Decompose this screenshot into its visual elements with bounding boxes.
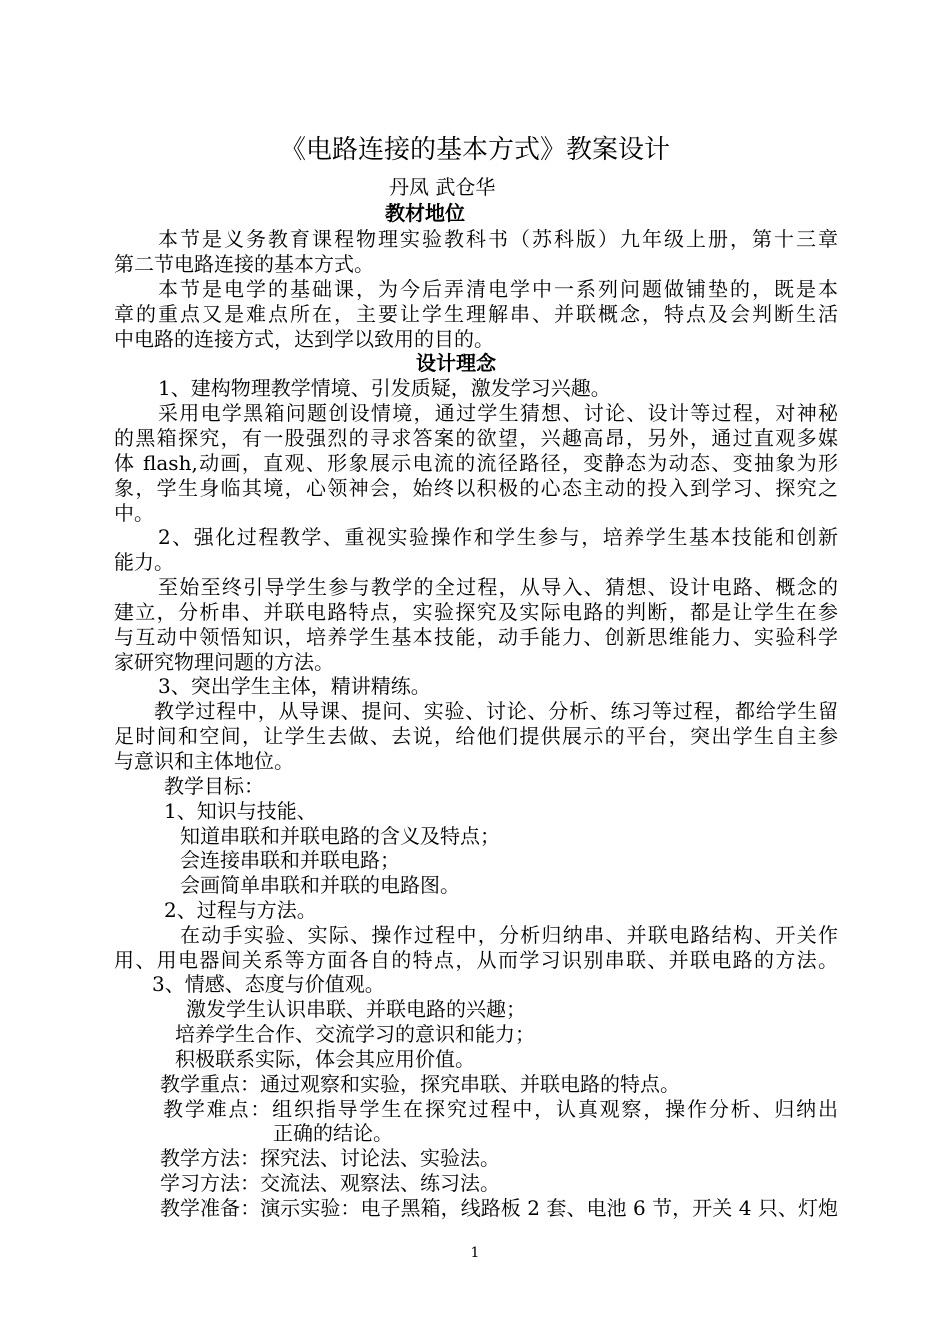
paragraph-line: 章的重点又是难点所在，主要让学生理解串、并联概念，特点及会判断生活 bbox=[114, 302, 838, 326]
paragraph-line: 教学过程中，从导课、提问、实验、讨论、分析、练习等过程，都给学生留 bbox=[154, 699, 838, 723]
objective-heading-emotion: 3、情感、态度与价值观。 bbox=[152, 972, 385, 996]
list-item-continuation: 能力。 bbox=[114, 550, 174, 574]
objective-item: 知道串联和并联电路的含义及特点； bbox=[180, 824, 500, 848]
paragraph-line: 家研究物理问题的方法。 bbox=[114, 650, 334, 674]
document-title: 《电路连接的基本方式》教案设计 bbox=[279, 135, 670, 165]
learning-method: 学习方法：交流法、观察法、练习法。 bbox=[160, 1171, 500, 1195]
page-number: 1 bbox=[470, 1245, 480, 1261]
paragraph-line: 象，学生身临其境，心领神会，始终以积极的心态主动的投入到学习、探究之 bbox=[114, 476, 838, 500]
paragraph-line: 建立，分析串、并联电路特点，实验探究及实际电路的判断，都是让学生在参 bbox=[114, 600, 838, 624]
objectives-label: 教学目标： bbox=[164, 774, 264, 798]
objective-item: 激发学生认识串联、并联电路的兴趣； bbox=[186, 997, 526, 1021]
paragraph-line: 本节是义务教育课程物理实验教科书（苏科版）九年级上册，第十三章 bbox=[158, 227, 838, 251]
heading-design-concept: 设计理念 bbox=[416, 351, 496, 375]
objective-item: 会连接串联和并联电路； bbox=[180, 848, 400, 872]
objective-item: 培养学生合作、交流学习的意识和能力； bbox=[175, 1022, 535, 1046]
heading-teaching-material: 教材地位 bbox=[385, 201, 465, 225]
objective-item: 会画简单串联和并联的电路图。 bbox=[180, 873, 460, 897]
paragraph-line: 中。 bbox=[114, 501, 154, 525]
objective-item: 积极联系实际，体会其应用价值。 bbox=[175, 1047, 475, 1071]
list-item: 3、突出学生主体，精讲精练。 bbox=[158, 674, 431, 698]
paragraph-line: 本节是电学的基础课，为今后弄清电学中一系列问题做铺垫的，既是本 bbox=[158, 277, 838, 301]
teaching-method: 教学方法：探究法、讨论法、实验法。 bbox=[160, 1146, 500, 1170]
paragraph-line: 在动手实验、实际、操作过程中，分析归纳串、并联电路结构、开关作 bbox=[180, 923, 838, 947]
paragraph-line: 中电路的连接方式，达到学以致用的目的。 bbox=[114, 327, 494, 351]
authors: 丹凤 武仓华 bbox=[389, 175, 496, 199]
paragraph-line: 足时间和空间，让学生去做、去说，给他们提供展示的平台，突出学生自主参 bbox=[114, 724, 838, 748]
paragraph-line: 至始至终引导学生参与教学的全过程，从导入、猜想、设计电路、概念的 bbox=[158, 575, 838, 599]
objective-heading-knowledge: 1、知识与技能、 bbox=[164, 799, 317, 823]
list-item: 2、强化过程教学、重视实验操作和学生参与，培养学生基本技能和创新 bbox=[158, 525, 838, 549]
paragraph-line: 与意识和主体地位。 bbox=[114, 749, 294, 773]
teaching-difficulty-continuation: 正确的结论。 bbox=[273, 1121, 393, 1145]
list-item: 1、建构物理教学情境、引发质疑，激发学习兴趣。 bbox=[158, 376, 611, 400]
paragraph-line: 的黑箱探究，有一股强烈的寻求答案的欲望，兴趣高昂，另外，通过直观多媒 bbox=[114, 426, 838, 450]
objective-heading-process: 2、过程与方法。 bbox=[164, 898, 317, 922]
teaching-difficulty: 教学难点：组织指导学生在探究过程中，认真观察，操作分析、归纳出 bbox=[163, 1097, 838, 1121]
teaching-preparation: 教学准备：演示实验：电子黑箱，线路板 2 套、电池 6 节，开关 4 只、灯炮 bbox=[160, 1196, 838, 1220]
paragraph-line: 采用电学黑箱问题创设情境，通过学生猜想、讨论、设计等过程，对神秘 bbox=[158, 401, 838, 425]
paragraph-line: 用、用电器间关系等方面各自的特点，从而学习识别串联、并联电路的方法。 bbox=[114, 948, 838, 972]
paragraph-line: 与互动中领悟知识，培养学生基本技能，动手能力、创新思维能力、实验科学 bbox=[114, 625, 838, 649]
teaching-key-point: 教学重点：通过观察和实验，探究串联、并联电路的特点。 bbox=[160, 1072, 680, 1096]
paragraph-line: 第二节电路连接的基本方式。 bbox=[114, 252, 374, 276]
paragraph-line: 体 flash,动画，直观、形象展示电流的流径路径，变静态为动态、变抽象为形 bbox=[114, 451, 838, 475]
